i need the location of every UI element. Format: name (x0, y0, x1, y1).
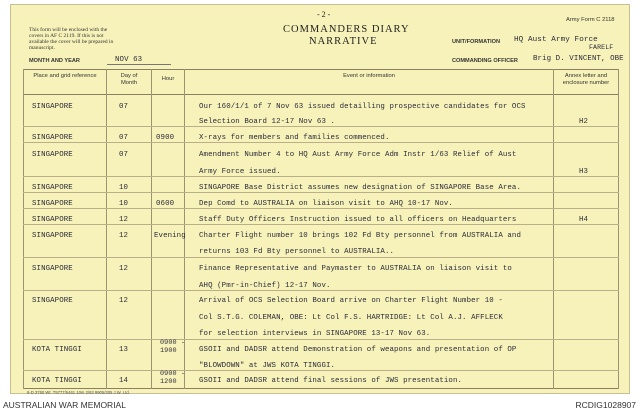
entry-day: 12 (119, 232, 129, 240)
entry-event: AHQ (Pmr-in-Chief) 12-17 Nov. (199, 282, 331, 290)
entry-day: 10 (119, 184, 129, 192)
entry-hour: 0900 (156, 134, 175, 142)
entry-event: Dep Comd to AUSTRALIA on liaison visit to AHQ 10-17 Nov. (199, 200, 453, 208)
entry-annex: H3 (579, 168, 589, 176)
entry-day: 07 (119, 103, 129, 111)
unit-value-line2: FARELF (589, 44, 614, 51)
entry-event: GSOII and DADSR attend Demonstration of weapons and presentation of OP (199, 346, 517, 354)
column-header-hour: Hour (161, 76, 175, 82)
month-value: NOV 63 (115, 56, 143, 64)
entry-event: Army Force issued. (199, 168, 281, 176)
entry-event: Our 160/1/1 of 7 Nov 63 issued detailling prospective candidates for OCS (199, 103, 526, 111)
entry-event: Staff Duty Officers Instruction issued to all officers on Headquarters (199, 216, 517, 224)
notice-line-1: This form will be enclosed with the (29, 27, 108, 33)
co-value: Brig D. VINCENT, OBE (533, 55, 624, 63)
entry-event: Finance Representative and Paymaster to AUSTRALIA on liaison visit to (199, 265, 512, 273)
entry-place: SINGAPORE (32, 200, 73, 208)
diary-sheet (10, 4, 630, 394)
entry-event: Charter Flight number 10 brings 102 Fd Bty personnel from AUSTRALIA and (199, 232, 521, 240)
column-header-day: Day of Month (120, 73, 138, 86)
entry-day: 07 (119, 151, 129, 159)
entry-hour: 0600 (156, 200, 175, 208)
entry-day: 12 (119, 297, 129, 305)
column-header-annex: Annex letter and enclosure number (562, 73, 610, 86)
column-header-event: Event or information (343, 73, 395, 79)
entry-place: SINGAPORE (32, 216, 73, 224)
entry-event: Amendment Number 4 to HQ Aust Army Force Adm Instr 1/63 Relief of Aust (199, 151, 517, 159)
entry-hour: 0900 - 1200 (160, 370, 186, 386)
notice-line-4: manuscript. (29, 45, 55, 51)
entry-event: "BLOWDOWN" at JWS KOTA TINGGI. (199, 362, 336, 370)
entry-event: GSOII and DADSR attend final sessions of JWS presentation. (199, 377, 463, 385)
entry-event: SINGAPORE Base District assumes new designation of SINGAPORE Base Area. (199, 184, 521, 192)
footer-source: AUSTRALIAN WAR MEMORIAL (3, 400, 126, 410)
entry-place: SINGAPORE (32, 103, 73, 111)
entry-day: 12 (119, 216, 129, 224)
column-header-place: Place and grid reference (33, 73, 97, 79)
entry-hour: Evening (154, 232, 186, 240)
entry-place: SINGAPORE (32, 134, 73, 142)
unit-value: HQ Aust Army Force (514, 36, 598, 44)
entry-place: SINGAPORE (32, 265, 73, 273)
diary-title: COMMANDERS DIARY (283, 24, 410, 35)
co-label: COMMANDING OFFICER (452, 58, 518, 64)
entry-event: X-rays for members and families commenced. (199, 134, 390, 142)
notice-line-3: available the cover will be prepared in (29, 39, 114, 45)
footer-record-id: RCDIG1028907 (575, 400, 636, 410)
entry-place: KOTA TINGGI (32, 346, 82, 354)
entry-day: 13 (119, 346, 129, 354)
notice-line-2: covers in AF C 2119. If this is not (29, 33, 104, 39)
unit-label: UNIT/FORMATION (452, 39, 501, 45)
entry-place: SINGAPORE (32, 297, 73, 305)
entry-annex: H4 (579, 216, 589, 224)
month-label: MONTH AND YEAR (29, 58, 80, 64)
entry-day: 10 (119, 200, 129, 208)
entry-event: Arrival of OCS Selection Board arrive on Charter Flight Number 10 - (199, 297, 503, 305)
entry-hour: 0900 - 1900 (160, 339, 186, 355)
entry-event: Col S.T.G. COLEMAN, OBE: Lt Col F.S. HARTRIDGE: Lt Col A.J. AFFLECK (199, 314, 503, 322)
entry-day: 14 (119, 377, 129, 385)
entry-place: SINGAPORE (32, 151, 73, 159)
diary-subtitle: NARRATIVE (309, 36, 378, 47)
entry-day: 12 (119, 265, 129, 273)
form-imprint: 8-D 3750 Wt. T5777/5461 10m 2/63 9905/305 J.W. Ltd. (27, 390, 130, 395)
entry-place: SINGAPORE (32, 184, 73, 192)
entry-event: returns 103 Fd Bty personnel to AUSTRALIA.. (199, 248, 395, 256)
entry-event: Selection Board 12-17 Nov 63 . (199, 118, 336, 126)
entry-place: KOTA TINGGI (32, 377, 82, 385)
entry-annex: H2 (579, 118, 589, 126)
army-form-number: Army Form C 2118 (566, 17, 615, 23)
entry-place: SINGAPORE (32, 232, 73, 240)
entry-event: for selection interviews in SINGAPORE 13-17 Nov 63. (199, 330, 431, 338)
entry-day: 07 (119, 134, 129, 142)
page-number: - 2 - (317, 10, 331, 19)
